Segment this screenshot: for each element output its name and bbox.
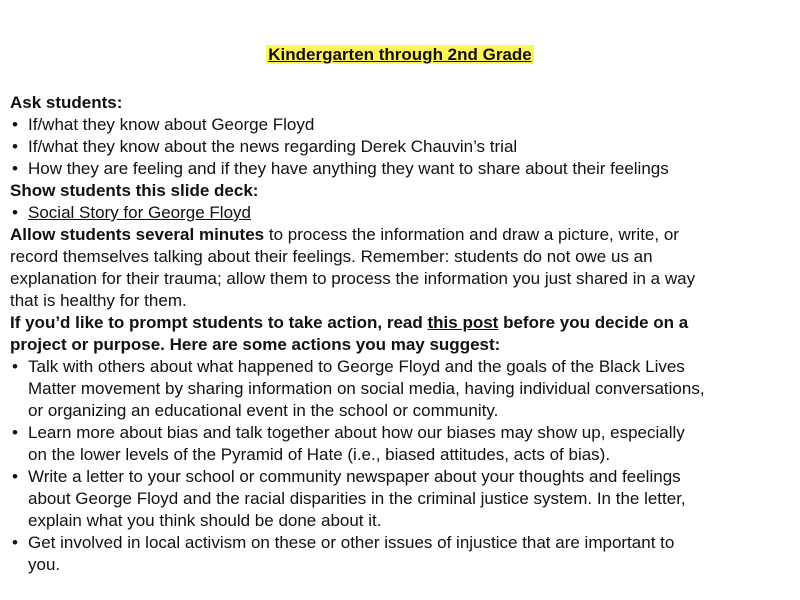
ask-heading: Ask students: (10, 93, 123, 112)
title-row (0, 44, 800, 66)
allow-paragraph-line: that is healthy for them. (10, 291, 187, 310)
action-item-continued: explain what you think should be done about it. (28, 511, 382, 530)
prompt-text: before you decide on a (498, 313, 689, 332)
show-heading: Show students this slide deck: (10, 181, 259, 200)
lesson-content (10, 92, 800, 576)
action-item-continued: about George Floyd and the racial disparities in the criminal justice system. In the letter, (28, 489, 686, 508)
ask-item: • If/what they know about George Floyd (10, 114, 800, 136)
allow-paragraph-line: explanation for their trauma; allow them to process the information you just shared in a way (10, 269, 696, 288)
action-item-continued: or organizing an educational event in the school or community. (28, 401, 499, 420)
social-story-link[interactable]: Social Story for George Floyd (28, 203, 251, 222)
ask-item: • If/what they know about the news regarding Derek Chauvin’s trial (10, 136, 800, 158)
this-post-link[interactable]: this post (427, 313, 499, 332)
page-title: Kindergarten through 2nd Grade (268, 45, 532, 64)
allow-line-text: to process the information and draw a picture, write, or (264, 225, 679, 244)
action-item-continued: you. (28, 555, 61, 574)
action-item: • Talk with others about what happened to George Floyd and the goals of the Black Lives (10, 356, 800, 378)
allow-paragraph-line (10, 224, 800, 246)
action-item: • Get involved in local activism on these or other issues of injustice that are important to (10, 532, 800, 554)
allow-paragraph-line: record themselves talking about their feelings. Remember: students do not owe us an (10, 247, 653, 266)
show-item (10, 202, 800, 224)
action-item-continued: Matter movement by sharing information on social media, having individual conversations, (28, 379, 705, 398)
prompt-heading-line: project or purpose. Here are some actions you may suggest: (10, 335, 501, 354)
action-item: • Learn more about bias and talk together about how our biases may show up, especially (10, 422, 800, 444)
ask-item: • How they are feeling and if they have anything they want to share about their feelings (10, 158, 800, 180)
allow-bold-text: Allow students several minutes (10, 225, 265, 244)
prompt-heading-line (10, 312, 800, 334)
action-item-continued: on the lower levels of the Pyramid of Hate (i.e., biased attitudes, acts of bias). (28, 445, 611, 464)
action-item: • Write a letter to your school or community newspaper about your thoughts and feelings (10, 466, 800, 488)
prompt-text: If you’d like to prompt students to take action, read (10, 313, 428, 332)
